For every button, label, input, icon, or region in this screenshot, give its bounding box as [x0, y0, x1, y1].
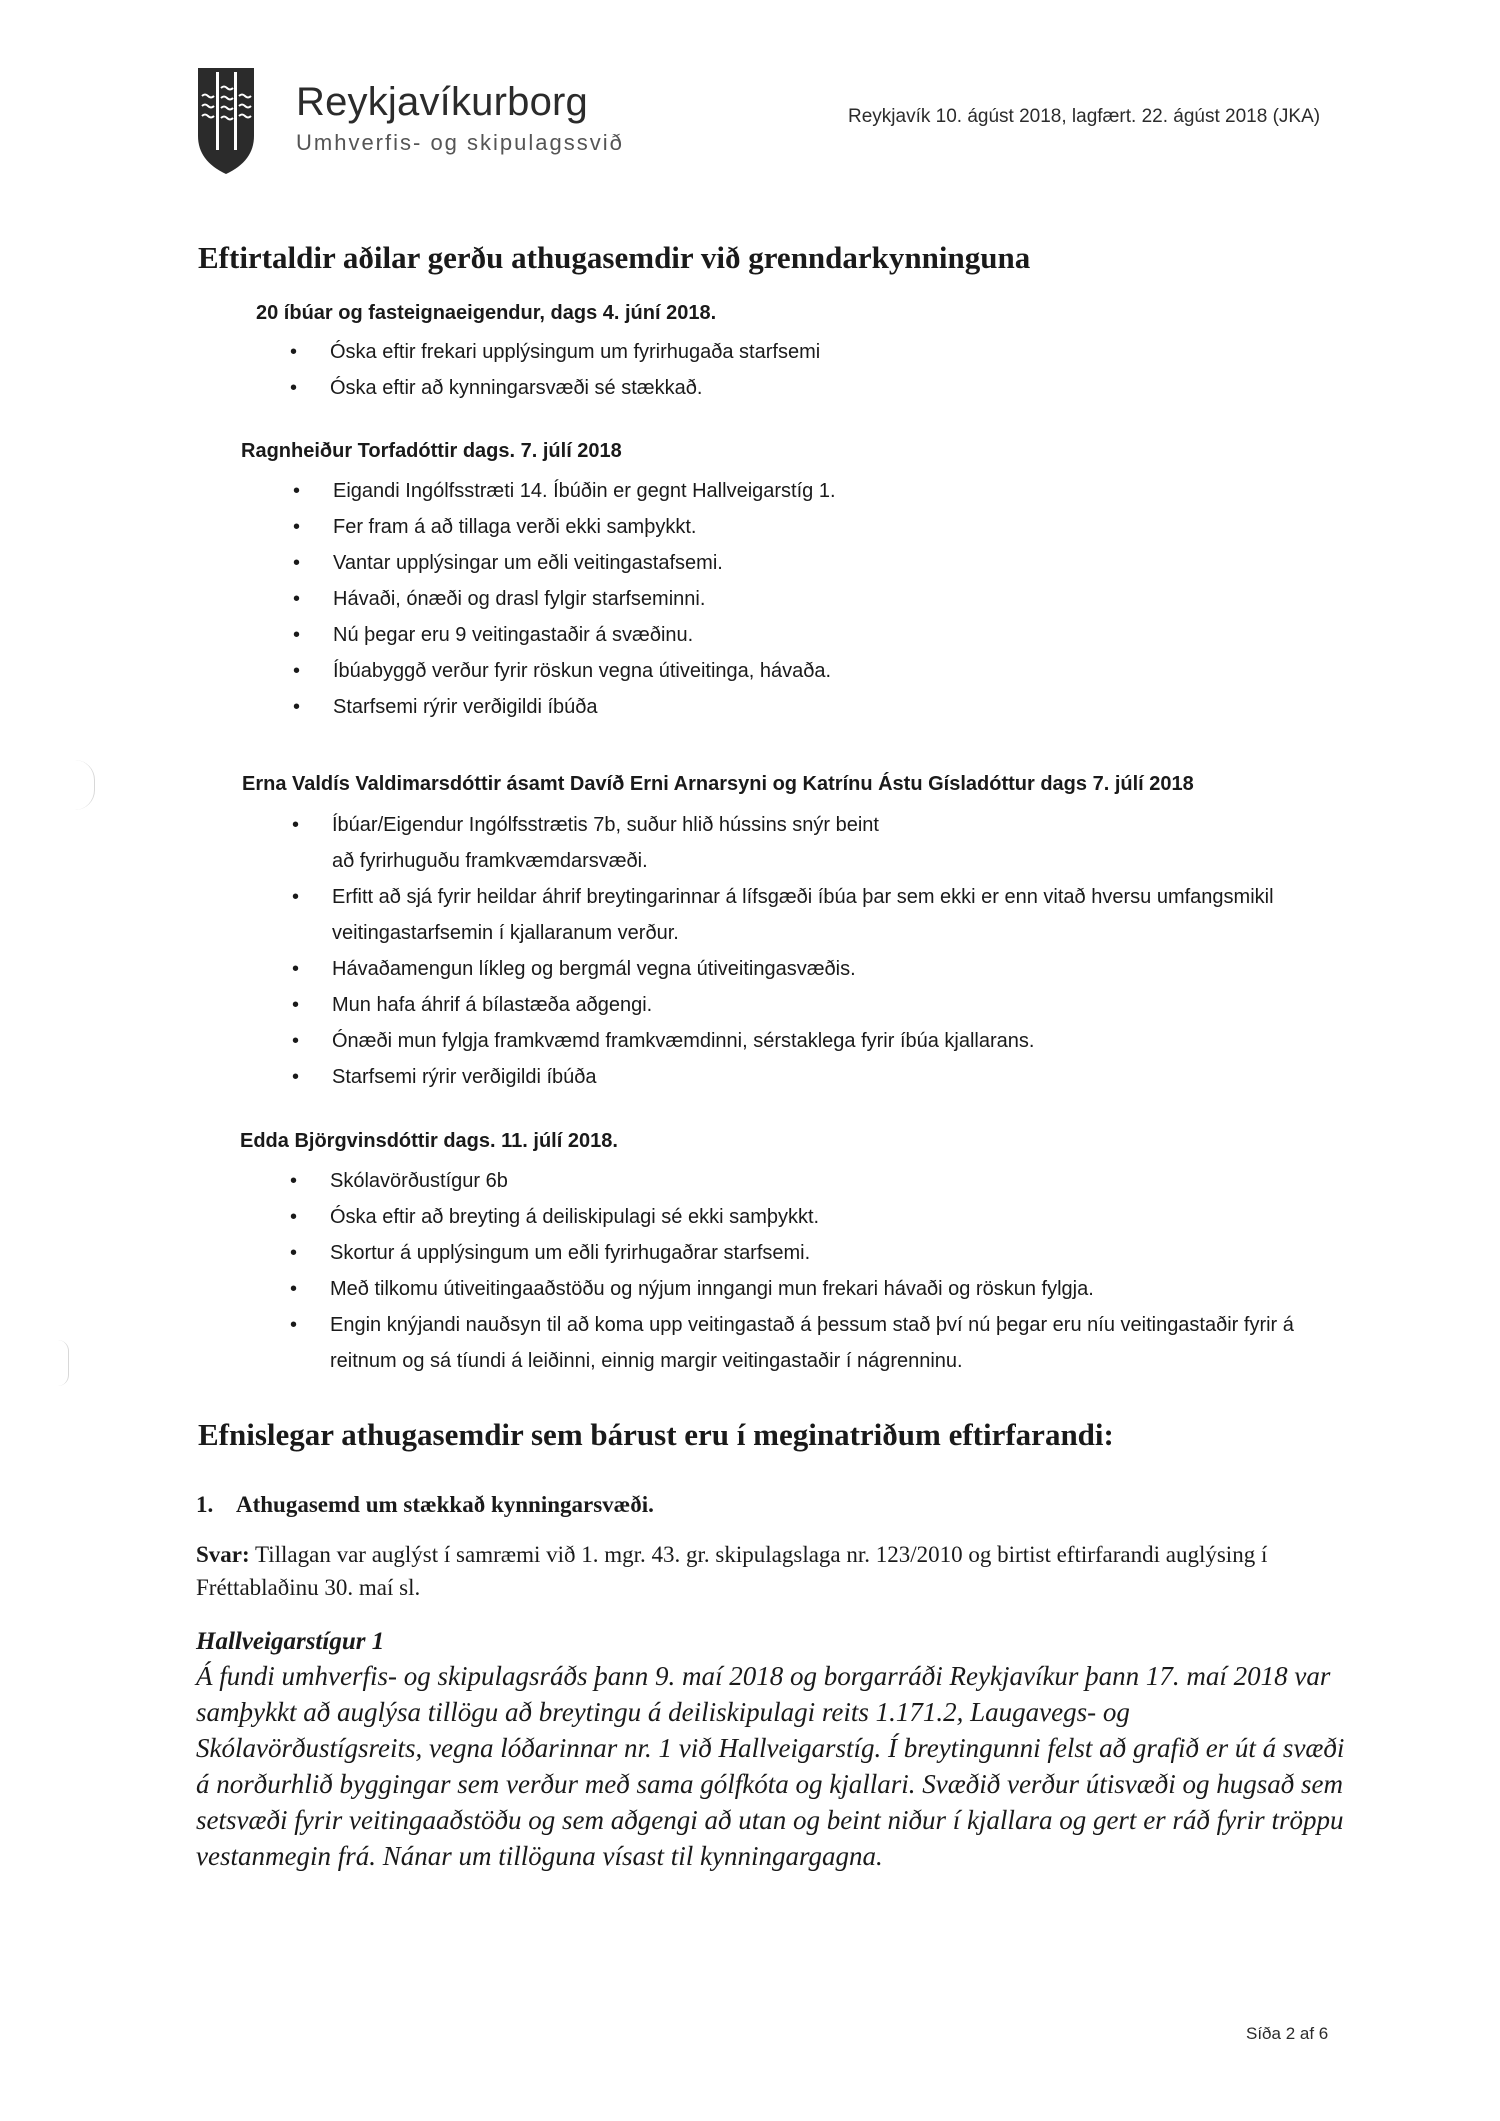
group-heading: Erna Valdís Valdimarsdóttir ásamt Davíð Erni Arnarsyni og Katrínu Ástu Gísladóttur dags 7. júlí 2018	[242, 773, 1194, 795]
bullet-list	[330, 334, 1330, 406]
list-item: • Starfsemi rýrir verðigildi íbúða	[333, 689, 1333, 725]
list-item: • Hávaðamengun líkleg og bergmál vegna útiveitingasvæðis.	[332, 951, 1332, 987]
bullet-list	[333, 473, 1333, 725]
list-item: • Fer fram á að tillaga verði ekki samþykkt.	[333, 509, 1333, 545]
org-name: Reykjavíkurborg	[296, 80, 589, 124]
list-item: • Engin knýjandi nauðsyn til að koma upp veitingastað á þessum stað því nú þegar eru níu veitingastaðir fyrir á reitnum og sá tíundi á leiðinni, einnig margir veitingastaðir í nágrenninu.	[330, 1307, 1340, 1379]
answer-paragraph	[196, 1538, 1346, 1604]
scan-mark	[72, 760, 95, 810]
answer-label: Svar:	[196, 1542, 250, 1567]
list-item: • Mun hafa áhrif á bílastæða aðgengi.	[332, 987, 1332, 1023]
list-item: • Með tilkomu útiveitingaaðstöðu og nýjum inngangi mun frekari hávaði og röskun fylgja.	[330, 1271, 1340, 1307]
list-item: • Skortur á upplýsingum um eðli fyrirhugaðrar starfsemi.	[330, 1235, 1340, 1271]
list-item: • Skólavörðustígur 6b	[330, 1163, 1340, 1199]
list-item: • Nú þegar eru 9 veitingastaðir á svæðinu.	[333, 617, 1333, 653]
header-date: Reykjavík 10. ágúst 2018, lagfært. 22. ágúst 2018 (JKA)	[848, 106, 1321, 127]
bullet-list	[332, 807, 1332, 1095]
section-title-commenters: Eftirtaldir aðilar gerðu athugasemdir við grenndarkynninguna	[198, 240, 1031, 275]
item-title: Athugasemd um stækkað kynningarsvæði.	[236, 1492, 654, 1517]
list-item: • Óska eftir að kynningarsvæði sé stækkað.	[330, 370, 1330, 406]
list-item: • Ónæði mun fylgja framkvæmd framkvæmdinni, sérstaklega fyrir íbúa kjallarans.	[332, 1023, 1332, 1059]
list-item: • Óska eftir frekari upplýsingum um fyrirhugaða starfsemi	[330, 334, 1330, 370]
list-item: • Vantar upplýsingar um eðli veitingastafsemi.	[333, 545, 1333, 581]
bullet-list	[330, 1163, 1340, 1379]
quote-title: Hallveigarstígur 1	[196, 1628, 385, 1655]
scan-mark	[58, 1340, 69, 1386]
answer-text: Tillagan var auglýst í samræmi við 1. mgr. 43. gr. skipulagslaga nr. 123/2010 og birtist eftirfarandi auglýsing í Fréttablaðinu 30. maí sl.	[196, 1542, 1268, 1600]
list-item: • Íbúar/Eigendur Ingólfsstrætis 7b, suður hlið hússins snýr beint að fyrirhuguðu framkvæmdarsvæði.	[332, 807, 892, 879]
page-number: Síða 2 af 6	[1246, 2024, 1329, 2043]
list-item: • Erfitt að sjá fyrir heildar áhrif breytingarinnar á lífsgæði íbúa þar sem ekki er enn vitað hversu umfangsmikil veitingastarfsemin í kjallaranum verður.	[332, 879, 1332, 951]
org-subtitle: Umhverfis- og skipulagssvið	[296, 130, 624, 155]
list-item: • Eigandi Ingólfsstræti 14. Íbúðin er gegnt Hallveigarstíg 1.	[333, 473, 1333, 509]
section-title-main-comments: Efnislegar athugasemdir sem bárust eru í meginatriðum eftirfarandi:	[198, 1417, 1114, 1452]
list-item: • Óska eftir að breyting á deiliskipulagi sé ekki samþykkt.	[330, 1199, 1340, 1235]
group-heading: Edda Björgvinsdóttir dags. 11. júlí 2018.	[240, 1130, 618, 1152]
group-heading: 20 íbúar og fasteignaeigendur, dags 4. júní 2018.	[256, 302, 717, 324]
item-number: 1.	[196, 1492, 214, 1517]
list-item: • Starfsemi rýrir verðigildi íbúða	[332, 1059, 1332, 1095]
reykjavik-shield-icon	[196, 66, 256, 176]
quote-text: Á fundi umhverfis- og skipulagsráðs þann 9. maí 2018 og borgarráði Reykjavíkur þann 17. maí 2018 var samþykkt að auglýsa tillögu að breytingu á deiliskipulagi reits 1.171.2, Laugavegs- og Skólavörðustígsreits, vegna lóðarinnar nr. 1 við Hallveigarstíg. Í breytingunni felst að grafið er út á svæði á norðurhlið byggingar sem verður með sama gólfkóta og kjallari. Svæðið verður útisvæði og hugsað sem setsvæði fyrir veitingaaðstöðu og sem aðgengi að utan og beint niður í kjallara og gert er ráð fyrir tröppu vestanmegin frá. Nánar um tillöguna vísast til kynningargagna.	[196, 1661, 1345, 1871]
list-item: • Hávaði, ónæði og drasl fylgir starfseminni.	[333, 581, 1333, 617]
group-heading: Ragnheiður Torfadóttir dags. 7. júlí 2018	[241, 440, 622, 462]
list-item: • Íbúabyggð verður fyrir röskun vegna útiveitinga, hávaða.	[333, 653, 1333, 689]
